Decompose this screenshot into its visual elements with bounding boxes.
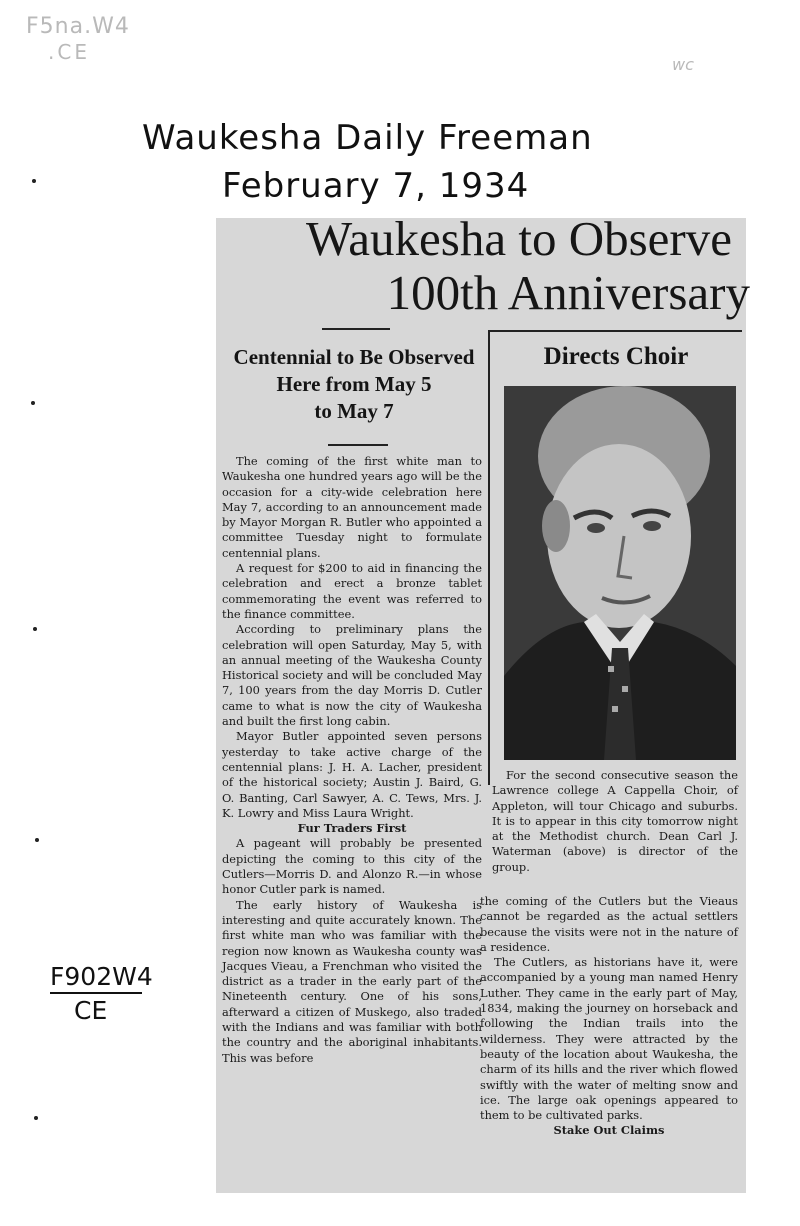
pencil-note-top-left-sub: .CE (48, 40, 90, 64)
paragraph: the coming of the Cutlers but the Vieaus cannot be regarded as the actual settlers because the visits were not in the nature of a residence. (480, 894, 738, 954)
portrait-illustration (504, 386, 736, 760)
paragraph: According to preliminary plans the celebration will open Saturday, May 5, with an annual meeting of the Waukesha County Historical society and will be concluded May 7, 100 years from the day Morris D. Cutler came to what is now the city of Waukesha and built the first long cabin. (222, 622, 482, 729)
pencil-note-top-right: wc (672, 55, 694, 74)
deck-line-3: to May 7 (314, 399, 394, 423)
headline-line-1: Waukesha to Observe (305, 211, 732, 266)
publication-name: Waukesha Daily Freeman (142, 118, 593, 158)
paragraph: The Cutlers, as historians have it, were accompanied by a young man named Henry Luther. They came in the early part of May, 1834, making the journey on horseback and following the Indian trails into the wilderness. They were attracted by the beauty of the location about Waukesha, the charm of its hills and the river which flowed swiftly with the water of melting snow and ice. The large oak openings appeared to them to be cultivated parks. (480, 955, 738, 1123)
subheading-stake-out-claims: Stake Out Claims (553, 1123, 665, 1138)
margin-code-underline (50, 992, 142, 994)
photo-box-top-rule (490, 330, 742, 332)
headline-rule (322, 328, 390, 330)
margin-speck (34, 1116, 38, 1120)
photo-title: Directs Choir (543, 343, 689, 370)
paragraph: A request for $200 to aid in financing the celebration and erect a bronze tablet commemorating the event was referred to the finance committee. (222, 561, 482, 621)
margin-speck (33, 627, 37, 631)
portrait-photo (504, 386, 736, 760)
headline-line-2: 100th Anniversary (386, 265, 750, 320)
pencil-note-top-left: F5na.W4 (26, 14, 130, 39)
paragraph: The early history of Waukesha is interesting and quite accurately known. The first white man who was familiar with the region now known as Waukesha county was Jacques Vieau, a Frenchman who visited the district as a trader in the early part of the Nineteenth century. One of his sons, afterward a citizen of Muskego, also traded with the Indians and was familiar with both the country and the aboriginal inhabitants. This was before (222, 897, 482, 1065)
margin-speck (35, 838, 39, 842)
article-column-2 (480, 894, 738, 1139)
margin-speck (31, 401, 35, 405)
column-divider (488, 330, 490, 785)
paragraph: Mayor Butler appointed seven persons yesterday to take active charge of the centennial plans: J. H. A. Lacher, president of the historical society; Austin J. Baird, G. O. Banting, Carl Sawyer, A. C. Tews, Mrs. J. K. Lowry and Miss Laura Wright. (222, 729, 482, 820)
margin-speck (32, 179, 36, 183)
margin-catalog-code: F902W4 (50, 962, 153, 991)
article-column-1 (222, 454, 482, 1066)
deck-line-2: Here from May 5 (276, 372, 432, 396)
deck-line-1: Centennial to Be Observed (233, 345, 475, 369)
caption-text: For the second consecutive season the Lawrence college A Cappella Choir, of Appleton, will tour Chicago and suburbs. It is to appear in this city tomorrow night at the Methodist church. Dean Carl J. Waterman (above) is director of the group. (492, 768, 738, 874)
photo-caption (492, 768, 738, 875)
margin-catalog-subcode: CE (74, 996, 108, 1025)
paragraph: A pageant will probably be presented depicting the coming to this city of the Cutlers—Morris D. and Alonzo R.—in whose honor Cutler park is named. (222, 836, 482, 897)
article-deck (222, 344, 486, 425)
paragraph: The coming of the first white man to Waukesha one hundred years ago will be the occasion for a city-wide celebration here May 7, according to an announcement made by Mayor Morgan R. Butler who appointed a committee Tuesday night to formulate centennial plans. (222, 454, 482, 560)
deck-rule (328, 444, 388, 446)
subheading-fur-traders: Fur Traders First (297, 821, 407, 836)
publication-date: February 7, 1934 (222, 166, 530, 206)
